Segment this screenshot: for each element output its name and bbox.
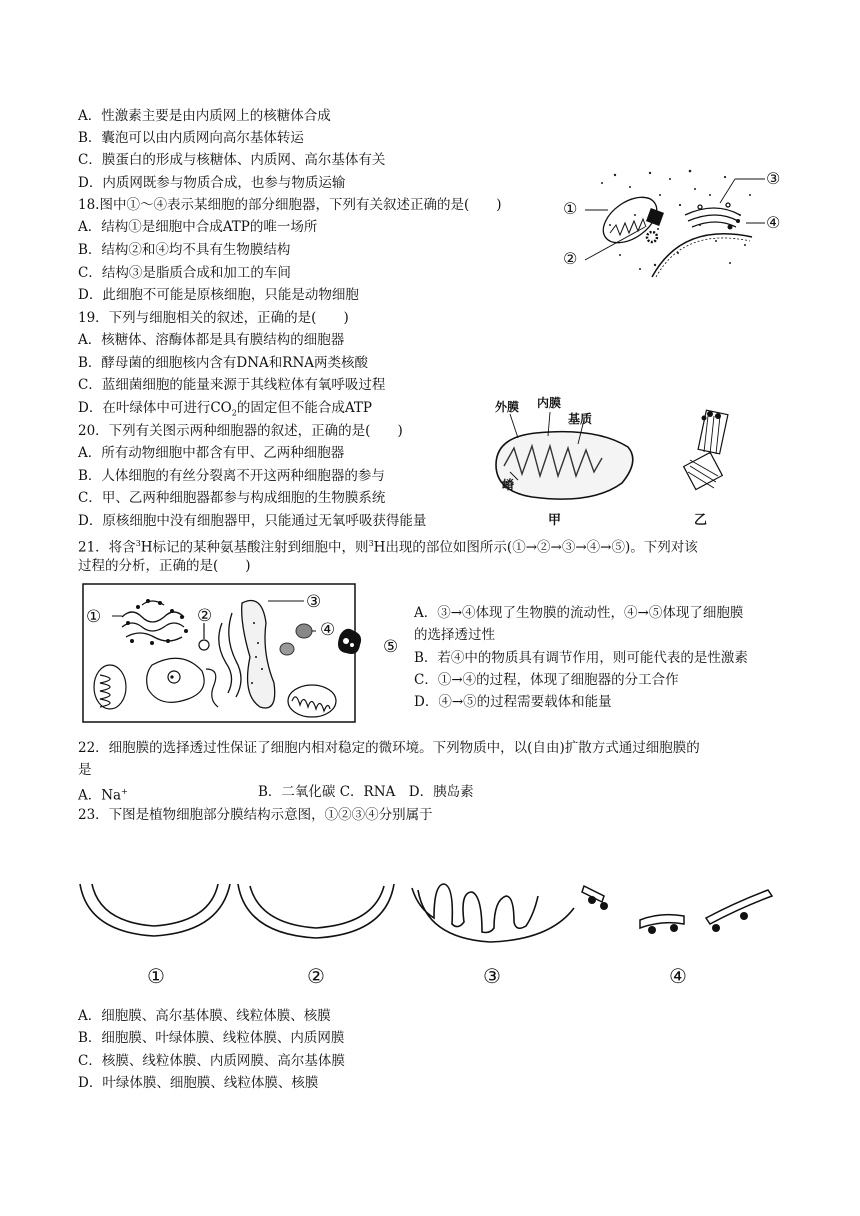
q23-label-4: ④ <box>669 964 687 988</box>
q20-option-b: B．人体细胞的有丝分裂离不开这两种细胞器的参与 <box>78 468 385 484</box>
q22-option-a: A．Na+ <box>78 787 128 804</box>
q23-label-2: ② <box>307 964 325 988</box>
mito-outer-membrane-icon <box>496 432 633 500</box>
q18-label-4: ④ <box>766 213 781 232</box>
q21-label-4: ④ <box>320 620 336 640</box>
q17-option-d: D．内质网既参与物质合成，也参与物质运输 <box>78 175 346 191</box>
membrane-3-icon <box>412 884 574 942</box>
q20-label-yi: 乙 <box>694 513 708 528</box>
q23-option-a: A．细胞膜、高尔基体膜、线粒体膜、核膜 <box>78 1008 331 1024</box>
q23-label-1: ① <box>147 964 165 988</box>
q21-label-3: ③ <box>306 592 322 612</box>
q20-label-matrix: 基质 <box>568 412 593 426</box>
q23-membrane-figure <box>78 870 788 970</box>
q18-stem: 18.图中①～④表示某细胞的部分细胞器，下列有关叙述正确的是( ) <box>78 197 502 213</box>
q22-stem-line1: 22．细胞膜的选择透过性保证了细胞内相对稳定的微环境。下列物质中，以(自由)扩散方式通过细胞膜的 <box>78 740 700 756</box>
centriole-icon <box>646 208 664 242</box>
q21-label-1: ① <box>86 607 102 627</box>
q23-stem: 23．下图是植物细胞部分膜结构示意图，①②③④分别属于 <box>78 807 433 823</box>
q22-stem-line2: 是 <box>78 762 92 778</box>
q18-label-3: ③ <box>766 169 781 188</box>
q23-label-3: ③ <box>483 964 501 988</box>
q18-option-a: A．结构①是细胞中合成ATP的唯一场所 <box>78 219 318 235</box>
rough-er-icon <box>122 601 184 641</box>
mitochondrion-icon <box>94 665 126 709</box>
q23-option-d: D．叶绿体膜、细胞膜、线粒体膜、核膜 <box>78 1075 319 1091</box>
q18-option-c: C．结构③是脂质合成和加工的车间 <box>78 265 291 281</box>
q18-label-1: ① <box>563 199 578 218</box>
q19-option-b: B．酵母菌的细胞核内含有DNA和RNA两类核酸 <box>78 355 369 371</box>
q21-option-a-cont: 的选择透过性 <box>414 627 495 643</box>
q19-option-c: C．蓝细菌细胞的能量来源于其线粒体有氧呼吸过程 <box>78 377 386 393</box>
q21-option-a: A．③→④体现了生物膜的流动性，④→⑤体现了细胞膜 <box>414 605 744 621</box>
nucleus-icon <box>147 658 204 702</box>
q21-option-b: B．若④中的物质具有调节作用，则可能代表的是性激素 <box>414 650 748 666</box>
q21-option-c: C．①→④的过程，体现了细胞器的分工合作 <box>414 672 679 688</box>
q21-label-2: ② <box>197 606 213 626</box>
q21-cell-figure <box>82 583 402 725</box>
er-tubule-icon <box>206 669 218 707</box>
q20-label-inner: 内膜 <box>537 396 562 410</box>
q20-label-crista: 嵴 <box>502 478 515 492</box>
q20-centriole-figure <box>676 410 748 510</box>
q17-option-a: A．性激素主要是由内质网上的核糖体合成 <box>78 108 331 124</box>
q23-option-c: C．核膜、线粒体膜、内质网膜、高尔基体膜 <box>78 1053 345 1069</box>
q18-option-b: B．结构②和④均不具有生物膜结构 <box>78 242 291 258</box>
q21-option-d: D．④→⑤的过程需要载体和能量 <box>414 694 612 710</box>
cytoplasm-dots-icon <box>601 170 751 270</box>
q17-option-c: C．膜蛋白的形成与核糖体、内质网、高尔基体有关 <box>78 152 386 168</box>
q19-stem: 19．下列与细胞相关的叙述，正确的是( ) <box>78 310 349 326</box>
q19-option-d: D．在叶绿体中可进行$CO_2$的固定但不能合成ATP <box>78 400 372 418</box>
q18-label-2: ② <box>563 249 578 268</box>
q20-label-outer: 外膜 <box>495 400 520 414</box>
q22-options-rest: B．二氧化碳 C．RNA D．胰岛素 <box>258 784 474 800</box>
q18-cell-figure <box>560 165 790 280</box>
q20-option-d: D．原核细胞中没有细胞器甲，只能通过无氧呼吸获得能量 <box>78 513 427 529</box>
q18-option-d: D．此细胞不可能是原核细胞，只能是动物细胞 <box>78 287 359 303</box>
exocytosis-icon <box>338 629 361 654</box>
membrane-2-icon <box>238 884 394 938</box>
membrane-1-icon <box>80 884 230 936</box>
vesicle-icon <box>199 623 209 650</box>
q20-option-a: A．所有动物细胞中都含有甲、乙两种细胞器 <box>78 445 345 461</box>
secretion-granule-icon <box>296 624 312 638</box>
q21-label-5: ⑤ <box>383 637 399 657</box>
membrane-4-icon <box>582 886 772 928</box>
mitochondrion-2-icon <box>288 685 336 717</box>
q20-option-c: C．甲、乙两种细胞器都参与构成细胞的生物膜系统 <box>78 490 386 506</box>
q19-option-a: A．核糖体、溶酶体都是具有膜结构的细胞器 <box>78 332 345 348</box>
golgi-icon <box>685 203 740 227</box>
q17-option-b: B．囊泡可以由内质网向高尔基体转运 <box>78 130 304 146</box>
q20-stem: 20．下列有关图示两种细胞器的叙述，正确的是( ) <box>78 423 403 439</box>
secretory-vesicle-icon <box>242 601 275 709</box>
q20-mitochondrion-figure <box>488 410 638 510</box>
golgi-icon <box>219 613 241 697</box>
q23-option-b: B．细胞膜、叶绿体膜、线粒体膜、内质网膜 <box>78 1030 345 1046</box>
q21-stem-line1: 21．将含$^3$H标记的某种氨基酸注射到细胞中，则$^3$H出现的部位如图所示(①→②→③→④→⑤)。下列对该 <box>78 539 698 556</box>
q21-stem-line2: 过程的分析，正确的是( ) <box>78 558 251 574</box>
q20-label-jia: 甲 <box>548 513 562 528</box>
